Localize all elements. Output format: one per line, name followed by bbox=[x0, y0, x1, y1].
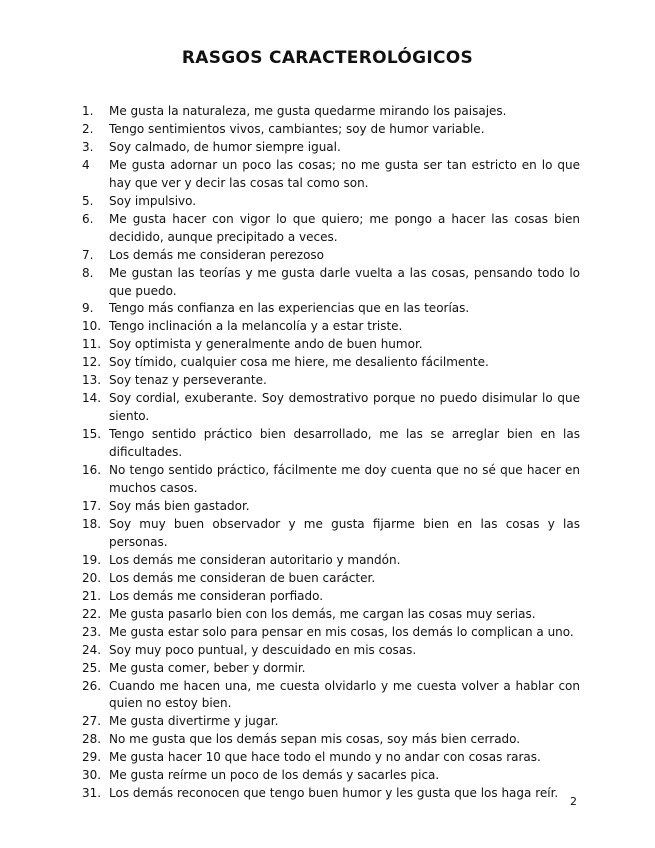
traits-list bbox=[82, 103, 580, 803]
item-text: Cuando me hacen una, me cuesta olvidarlo y me cuesta volver a hablar con quien no estoy bien. bbox=[109, 678, 580, 711]
page-number: 2 bbox=[570, 795, 577, 808]
list-item bbox=[82, 498, 580, 516]
item-number: 11. bbox=[82, 337, 102, 352]
item-text: Los demás me consideran de buen carácter. bbox=[109, 570, 376, 585]
item-number: 4 bbox=[82, 157, 90, 172]
list-item bbox=[82, 139, 580, 157]
page-title: RASGOS CARACTEROLÓGICOS bbox=[181, 48, 474, 68]
item-text: Me gusta estar solo para pensar en mis cosas, los demás lo complican a uno. bbox=[109, 624, 574, 639]
item-text: Tengo más confianza en las experiencias que en las teorías. bbox=[109, 301, 470, 316]
item-number: 10. bbox=[82, 319, 102, 334]
list-item bbox=[82, 300, 580, 318]
list-item bbox=[82, 624, 580, 642]
item-number: 6. bbox=[82, 211, 94, 226]
item-text: Soy optimista y generalmente ando de buen humor. bbox=[109, 337, 423, 352]
item-text: Soy tímido, cualquier cosa me hiere, me desaliento fácilmente. bbox=[109, 355, 489, 370]
item-text: Soy calmado, de humor siempre igual. bbox=[109, 139, 341, 154]
list-item bbox=[82, 157, 580, 193]
item-text: Los demás reconocen que tengo buen humor y les gusta que los haga reír. bbox=[109, 786, 559, 801]
item-text: Me gusta reírme un poco de los demás y sacarles pica. bbox=[109, 768, 440, 783]
list-item bbox=[82, 588, 580, 606]
item-text: Me gusta pasarlo bien con los demás, me cargan las cosas muy serias. bbox=[109, 606, 536, 621]
item-number: 24. bbox=[82, 642, 102, 657]
item-number: 2. bbox=[82, 121, 94, 136]
list-item bbox=[82, 606, 580, 624]
item-number: 28. bbox=[82, 732, 102, 747]
list-item bbox=[82, 462, 580, 498]
item-number: 18. bbox=[82, 516, 102, 531]
item-number: 5. bbox=[82, 193, 94, 208]
item-number: 7. bbox=[82, 247, 94, 262]
list-item bbox=[82, 426, 580, 462]
item-text: Los demás me consideran autoritario y mandón. bbox=[109, 552, 401, 567]
list-item bbox=[82, 318, 580, 336]
item-text: Me gustan las teorías y me gusta darle vuelta a las cosas, pensando todo lo que puedo. bbox=[109, 265, 580, 298]
list-item bbox=[82, 731, 580, 749]
item-number: 9. bbox=[82, 301, 94, 316]
item-number: 12. bbox=[82, 355, 102, 370]
item-number: 8. bbox=[82, 265, 94, 280]
item-number: 20. bbox=[82, 570, 102, 585]
item-text: Soy muy buen observador y me gusta fijarme bien en las cosas y las personas. bbox=[109, 516, 580, 549]
list-item bbox=[82, 713, 580, 731]
item-number: 21. bbox=[82, 588, 102, 603]
item-number: 30. bbox=[82, 768, 102, 783]
item-text: Soy cordial, exuberante. Soy demostrativo porque no puedo disimular lo que siento. bbox=[109, 391, 580, 424]
list-item bbox=[82, 785, 580, 803]
list-item bbox=[82, 372, 580, 390]
item-text: Tengo sentimientos vivos, cambiantes; soy de humor variable. bbox=[109, 121, 485, 136]
list-item bbox=[82, 121, 580, 139]
item-number: 23. bbox=[82, 624, 102, 639]
item-text: Tengo sentido práctico bien desarrollado, me las se arreglar bien en las dificultades. bbox=[109, 427, 580, 460]
list-item bbox=[82, 660, 580, 678]
list-item bbox=[82, 265, 580, 301]
item-number: 14. bbox=[82, 391, 102, 406]
list-item bbox=[82, 336, 580, 354]
list-item bbox=[82, 570, 580, 588]
item-text: Tengo inclinación a la melancolía y a estar triste. bbox=[109, 319, 403, 334]
list-item bbox=[82, 642, 580, 660]
list-item bbox=[82, 390, 580, 426]
list-item bbox=[82, 354, 580, 372]
item-text: Los demás me consideran perezoso bbox=[109, 247, 325, 262]
item-text: Me gusta hacer 10 que hace todo el mundo y no andar con cosas raras. bbox=[109, 750, 541, 765]
item-text: Los demás me consideran porfiado. bbox=[109, 588, 324, 603]
list-item bbox=[82, 193, 580, 211]
list-item bbox=[82, 749, 580, 767]
item-text: No me gusta que los demás sepan mis cosas, soy más bien cerrado. bbox=[109, 732, 521, 747]
list-item bbox=[82, 767, 580, 785]
item-number: 31. bbox=[82, 786, 102, 801]
list-item bbox=[82, 552, 580, 570]
item-text: Me gusta adornar un poco las cosas; no me gusta ser tan estricto en lo que hay que ver y decir las cosas tal como son. bbox=[109, 157, 580, 190]
item-text: No tengo sentido práctico, fácilmente me doy cuenta que no sé que hacer en muchos casos. bbox=[109, 463, 580, 496]
item-text: Me gusta divertirme y jugar. bbox=[109, 714, 279, 729]
item-number: 17. bbox=[82, 498, 102, 513]
item-text: Me gusta hacer con vigor lo que quiero; me pongo a hacer las cosas bien decidido, aunque precipitado a veces. bbox=[109, 211, 580, 244]
list-item bbox=[82, 103, 580, 121]
item-text: Soy más bien gastador. bbox=[109, 498, 250, 513]
item-number: 15. bbox=[82, 427, 102, 442]
item-number: 22. bbox=[82, 606, 102, 621]
item-number: 16. bbox=[82, 463, 102, 478]
item-number: 13. bbox=[82, 373, 102, 388]
list-item bbox=[82, 247, 580, 265]
list-item bbox=[82, 678, 580, 714]
item-text: Soy impulsivo. bbox=[109, 193, 197, 208]
list-item bbox=[82, 516, 580, 552]
item-number: 26. bbox=[82, 678, 102, 693]
item-number: 19. bbox=[82, 552, 102, 567]
item-text: Soy muy poco puntual, y descuidado en mis cosas. bbox=[109, 642, 417, 657]
item-number: 25. bbox=[82, 660, 102, 675]
item-number: 29. bbox=[82, 750, 102, 765]
item-text: Soy tenaz y perseverante. bbox=[109, 373, 267, 388]
item-number: 27. bbox=[82, 714, 102, 729]
list-item bbox=[82, 211, 580, 247]
item-number: 3. bbox=[82, 139, 94, 154]
item-text: Me gusta la naturaleza, me gusta quedarme mirando los paisajes. bbox=[109, 104, 507, 118]
item-number: 1. bbox=[82, 104, 94, 118]
item-text: Me gusta comer, beber y dormir. bbox=[109, 660, 306, 675]
